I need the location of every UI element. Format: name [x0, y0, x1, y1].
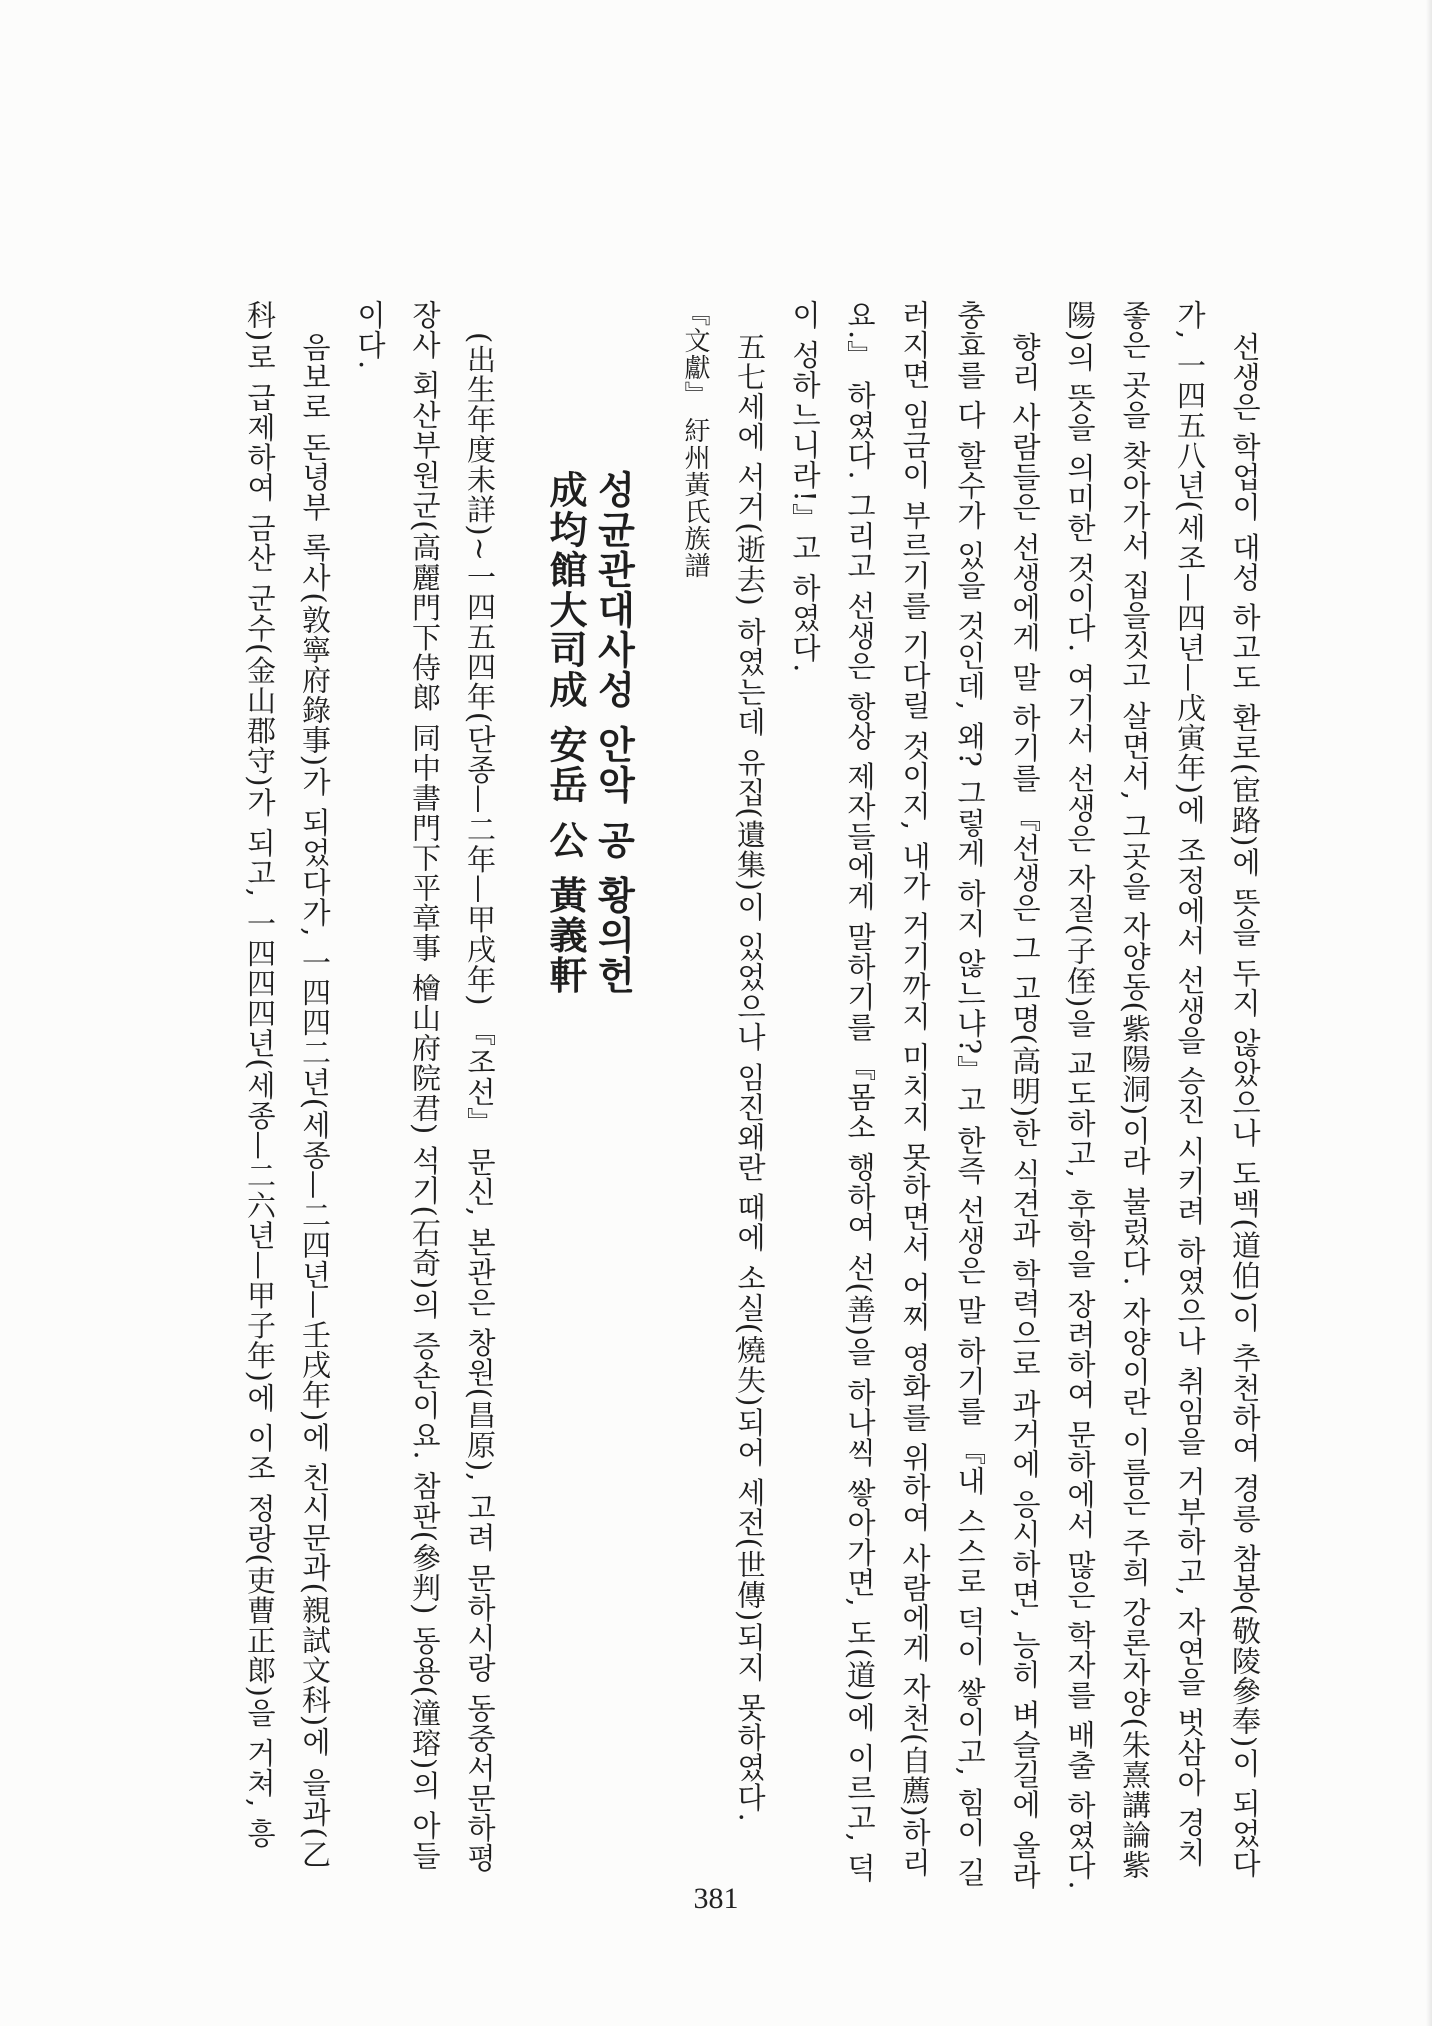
bio1-paragraph-2: 향리 사람들은 선생에게 말 하기를 『선생은 그 고명(高明)한 식견과 학력으로 과거에 응시하면, 능히 벼슬길에 올라 충효를 다 할수가 있을 것인데, 왜? 그렇게 하지 않느냐?』고 한즉 선생은 말 하기를 『내 스스로 덕이 쌓이고, 힘이 길러지면 임금이 부르기를 기다릴 것이지, 내가 거기까지 미치지 못하면서 어찌 영화를 위하여 사람에게 자천(自薦)하리요.』 하였다. 그리고 선생은 항상 제자들에게 말하기를 『몸소 행하여 선(善)을 하나씩 쌓아가면, 도(道)에 이르고, 덕이 성하느니라!』고 하였다. — [788, 300, 1042, 1890]
bio1-source-citation: 『文獻』 紆州黃氏族譜 — [680, 300, 710, 580]
bio2-title-hanja: 成均館大司成 安岳 公 黃義軒 — [543, 470, 588, 996]
bio1-paragraph-3: 五七세에 서거(逝去) 하였는데 유집(遺集)이 있었으나 임진왜란 때에 소실(燒失)되어 세전(世傳)되지 못하였다. — [733, 331, 767, 1823]
bio1-paragraph-1: 선생은 학업이 대성 하고도 환로(宦路)에 뜻을 두지 않았으나 도백(道伯)이 추천하여 경릉 참봉(敬陵參奉)이 되었다가, 一四五八년(세조—四년—戊寅年)에 조정에서 선생을 승진 시키려 하였으나 취임을 거부하고, 자연을 벗삼아 경치 좋은 곳을 찾아가서 집을짓고 살면서, 그곳을 자양동(紫陽洞)이라 불렀다. 자양이란 이름은 주희 강론자양(朱熹講論紫陽)의 뜻을 의미한 것이다. 여기서 선생은 자질(子侄)을 교도하고, 후학을 장려하여 문하에서 많은 학자를 배출 하였다. — [1063, 300, 1262, 1891]
vertical-text-block — [92, 300, 1272, 1900]
page-edge-shadow — [1426, 0, 1432, 2026]
bio2-paragraph-1: (出生年度未詳)~一四五四年(단종—二年—甲戌年) 『조선』 문신, 본관은 창원(昌原), 고려 문하시랑 동중서문하평장사 회산부원군(高麗門下侍郞 同中書門下平章事 檜山府院君) 석기(石奇)의 증손이요. 참판(參判) 동용(潼瑢)의 아들이다. — [353, 300, 497, 1874]
bio2-title-hangul: 성균관대사성 안악 공 황의헌 — [591, 470, 636, 996]
page-number: 381 — [693, 1882, 739, 1915]
bio2-paragraph-2: 음보로 돈녕부 록사(敦寧府錄事)가 되었다가, 一四四二년(세종—二四년—壬戌年)에 친시문과(親試文科)에 을과(乙科)로 급제하여 금산 군수(金山郡守)가 되고, 一四四四년(세종—二六년—甲子年)에 이조 정랑(吏曹正郞)을 거쳐, 흥 — [243, 300, 332, 1870]
